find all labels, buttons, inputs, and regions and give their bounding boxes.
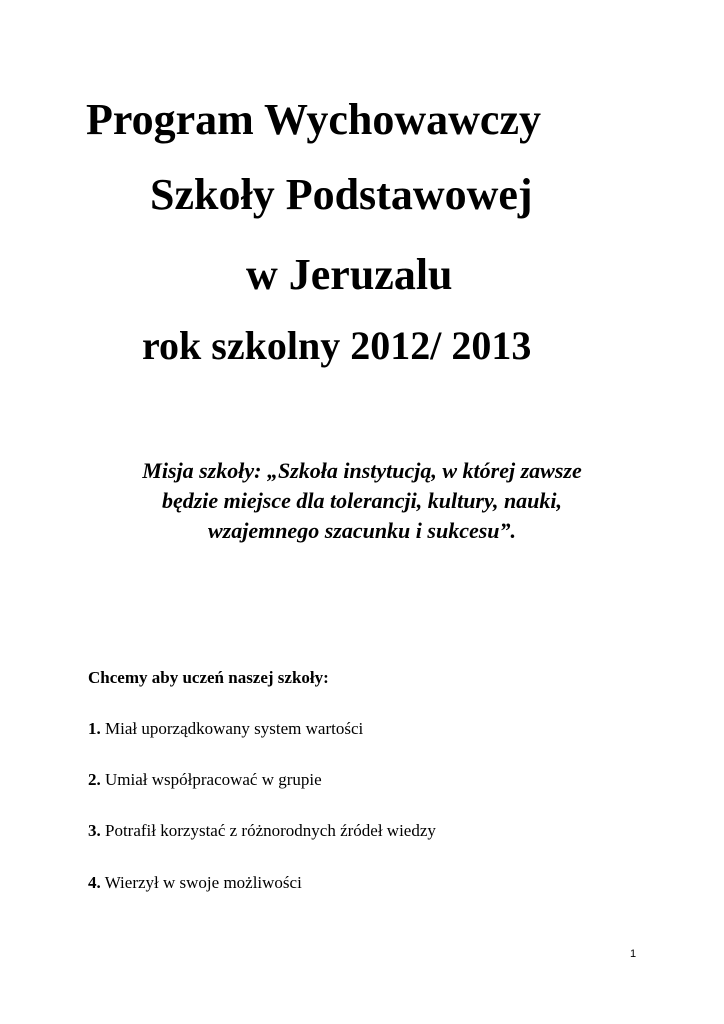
goal-item <box>88 770 322 790</box>
goal-number: 1. <box>88 719 101 738</box>
goal-text: Umiał współpracować w grupie <box>100 770 322 789</box>
goal-number: 3. <box>88 821 101 840</box>
mission-line-2: będzie miejsce dla tolerancji, kultury, nauki, <box>161 488 563 513</box>
goals-intro: Chcemy aby uczeń naszej szkoły: <box>88 668 329 687</box>
goal-item <box>88 873 302 893</box>
mission-line-3: wzajemnego szacunku i sukcesu”. <box>207 518 517 543</box>
goal-number: 2. <box>88 770 101 789</box>
school-mission <box>60 456 664 546</box>
goal-item <box>88 821 436 841</box>
title-line-1: Program Wychowawczy <box>86 95 541 144</box>
goal-text: Wierzył w swoje możliwości <box>100 873 302 892</box>
school-year-line: rok szkolny 2012/ 2013 <box>142 323 532 368</box>
goal-number: 4. <box>88 873 101 892</box>
title-line-3: w Jeruzalu <box>246 250 453 299</box>
mission-line-1: Misja szkoły: „Szkoła instytucją, w której zawsze <box>142 458 582 483</box>
title-line-2: Szkoły Podstawowej <box>150 170 533 219</box>
page-number: 1 <box>630 948 637 960</box>
goal-item <box>88 719 363 739</box>
goal-text: Miał uporządkowany system wartości <box>100 719 364 738</box>
goal-text: Potrafił korzystać z różnorodnych źródeł wiedzy <box>100 821 436 840</box>
